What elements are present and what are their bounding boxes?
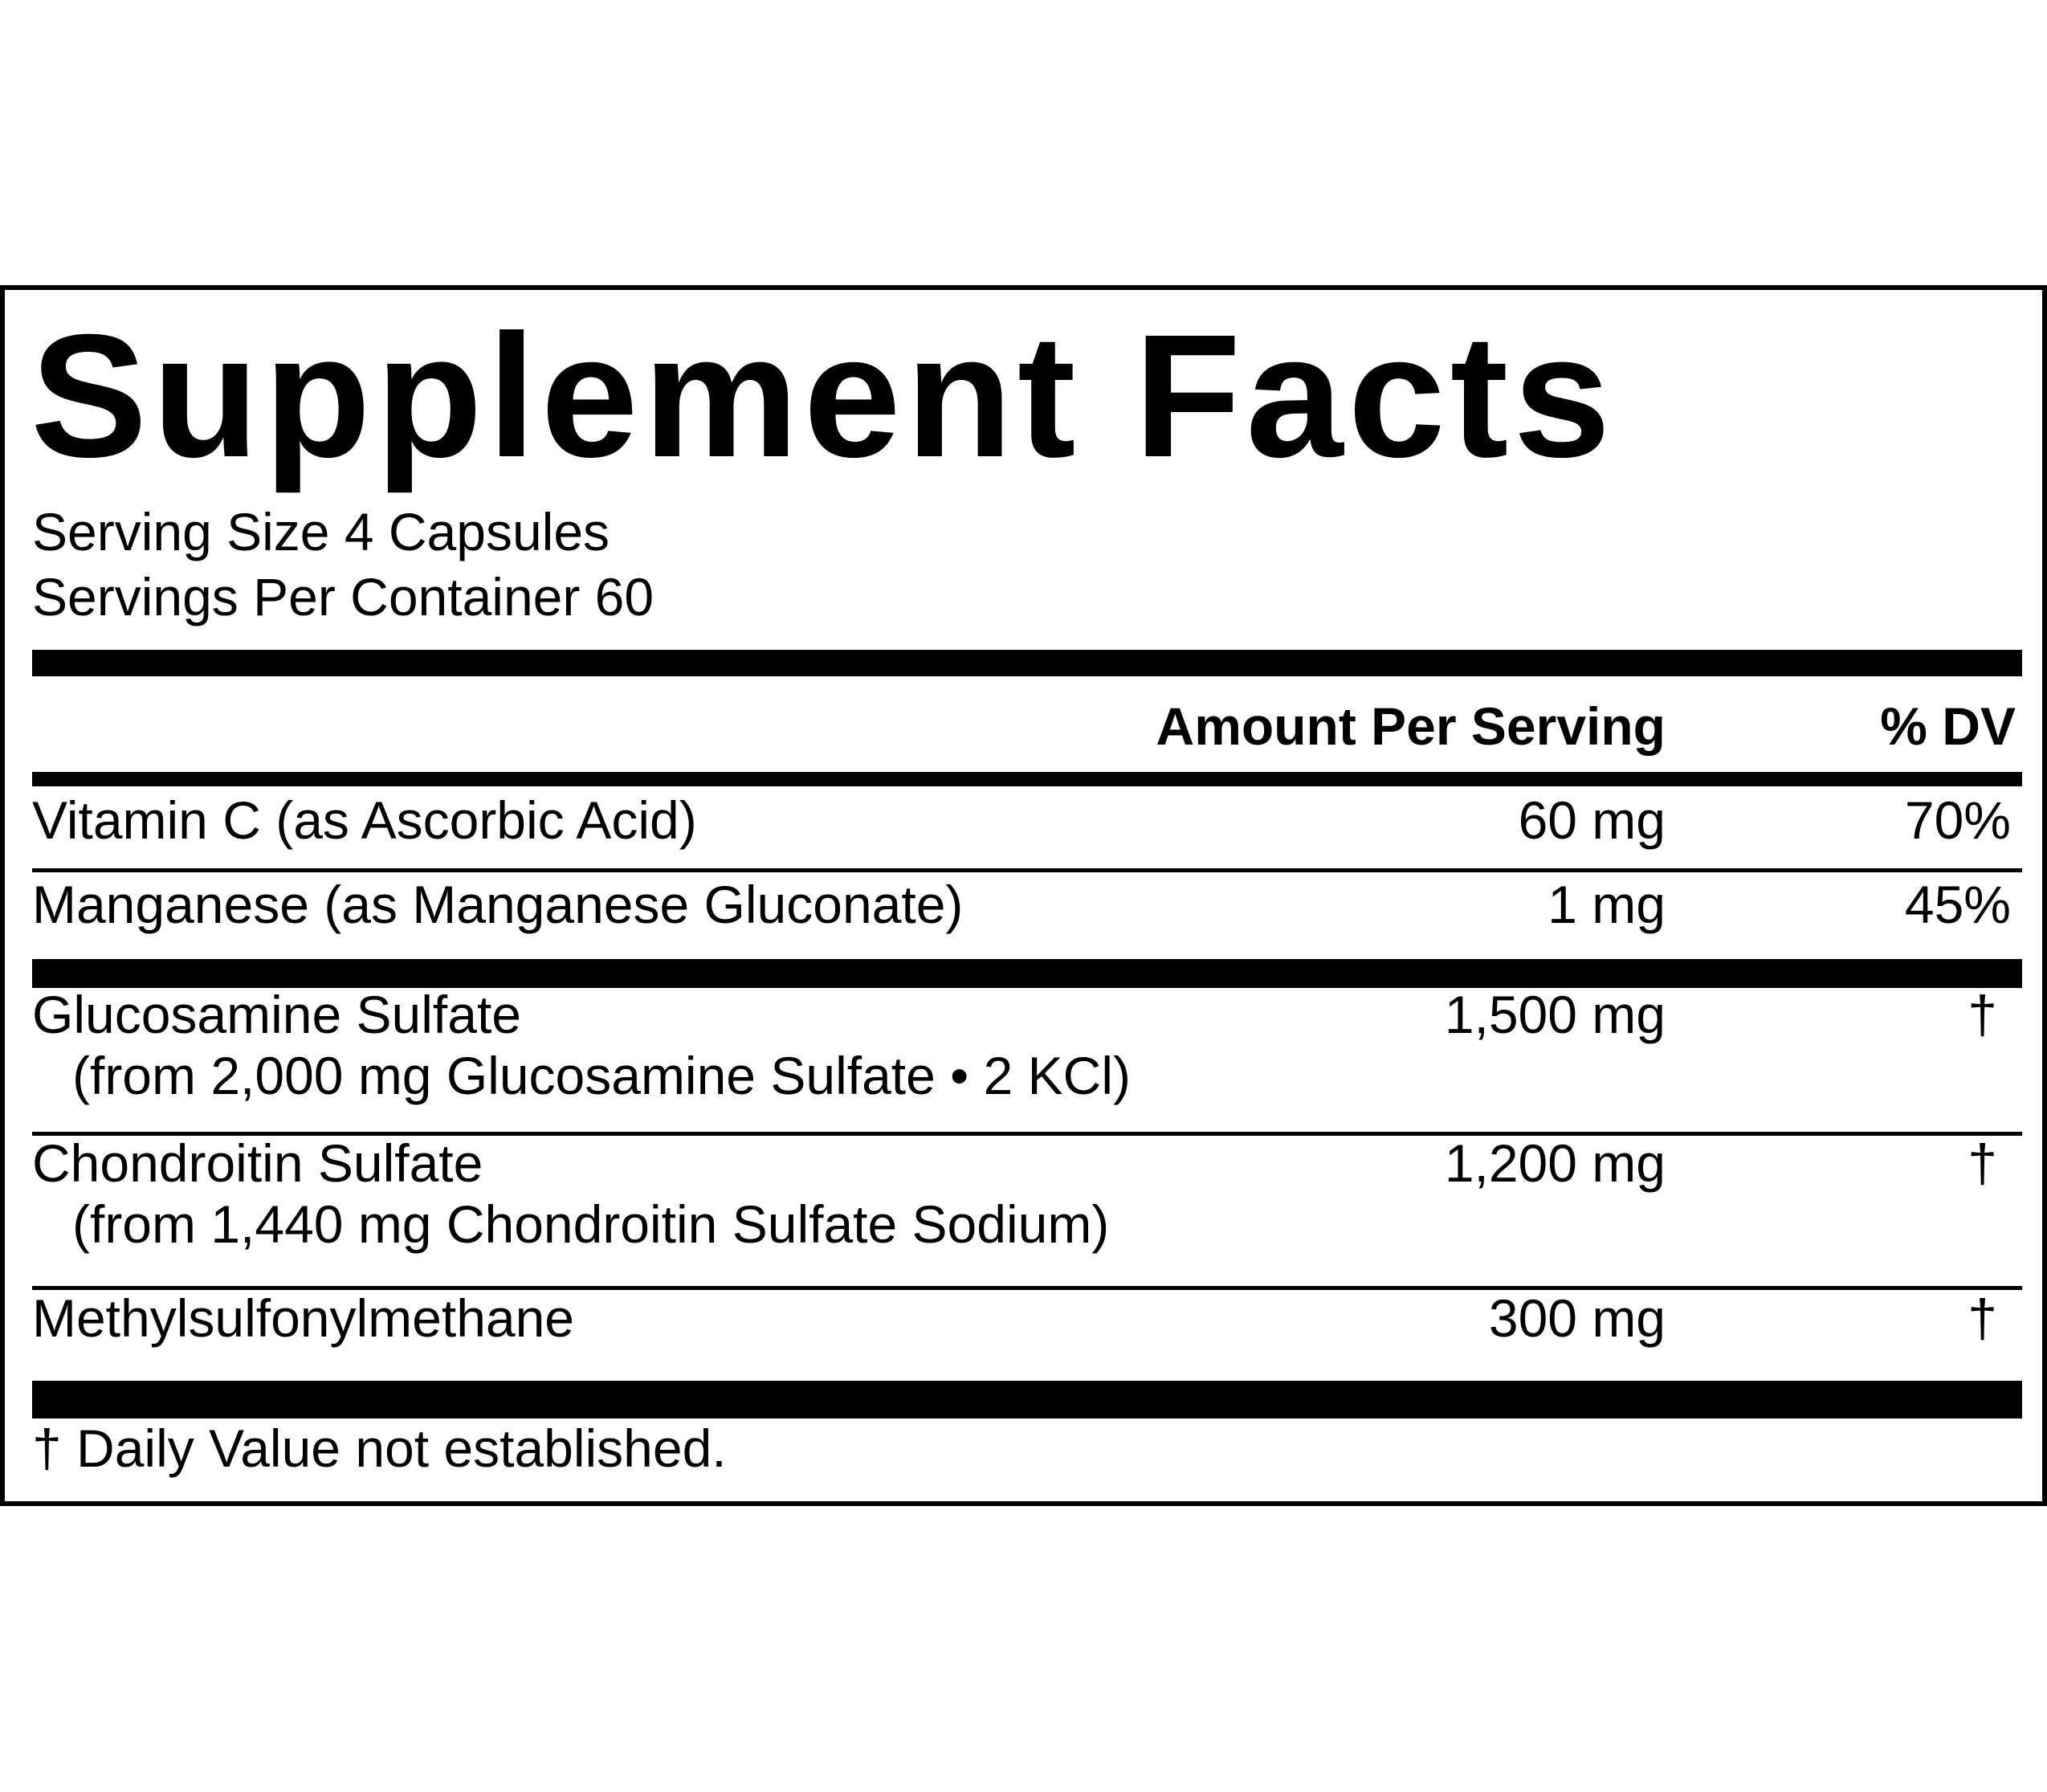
- ingredient-amount: 300 mg: [1488, 1288, 1666, 1348]
- nutrient-name: Vitamin C (as Ascorbic Acid): [32, 790, 697, 850]
- ingredient-name: Glucosamine Sulfate: [32, 985, 521, 1044]
- serving-size: Serving Size 4 Capsules: [32, 502, 610, 561]
- servings-per-container: Servings Per Container 60: [32, 567, 654, 627]
- medium-divider: [32, 772, 2022, 786]
- nutrient-amount: 1 mg: [1547, 875, 1666, 934]
- header-percent-dv: % DV: [1880, 696, 2016, 756]
- ingredient-detail: (from 1,440 mg Chondroitin Sulfate Sodium): [72, 1194, 1110, 1254]
- nutrient-dv: 70%: [1904, 790, 2011, 850]
- nutrient-dv: 45%: [1904, 875, 2011, 934]
- dagger-mark: †: [1967, 1133, 1997, 1193]
- dagger-mark: †: [1967, 1288, 1997, 1348]
- nutrient-amount: 60 mg: [1518, 790, 1666, 850]
- ingredient-amount: 1,500 mg: [1444, 985, 1666, 1044]
- nutrient-name: Manganese (as Manganese Gluconate): [32, 875, 964, 934]
- ingredient-name: Chondroitin Sulfate: [32, 1133, 483, 1193]
- header-amount-per-serving: Amount Per Serving: [1156, 696, 1666, 756]
- dagger-mark: †: [1967, 985, 1997, 1044]
- thick-divider: [32, 650, 2022, 676]
- footnote: † Daily Value not established.: [32, 1418, 727, 1478]
- label-title: Supplement Facts: [31, 299, 1616, 494]
- thick-divider: [32, 1381, 2022, 1418]
- ingredient-name: Methylsulfonylmethane: [32, 1288, 575, 1348]
- supplement-facts-panel: [0, 285, 2047, 1506]
- ingredient-amount: 1,200 mg: [1444, 1133, 1666, 1193]
- ingredient-detail: (from 2,000 mg Glucosamine Sulfate • 2 KCl): [72, 1046, 1131, 1105]
